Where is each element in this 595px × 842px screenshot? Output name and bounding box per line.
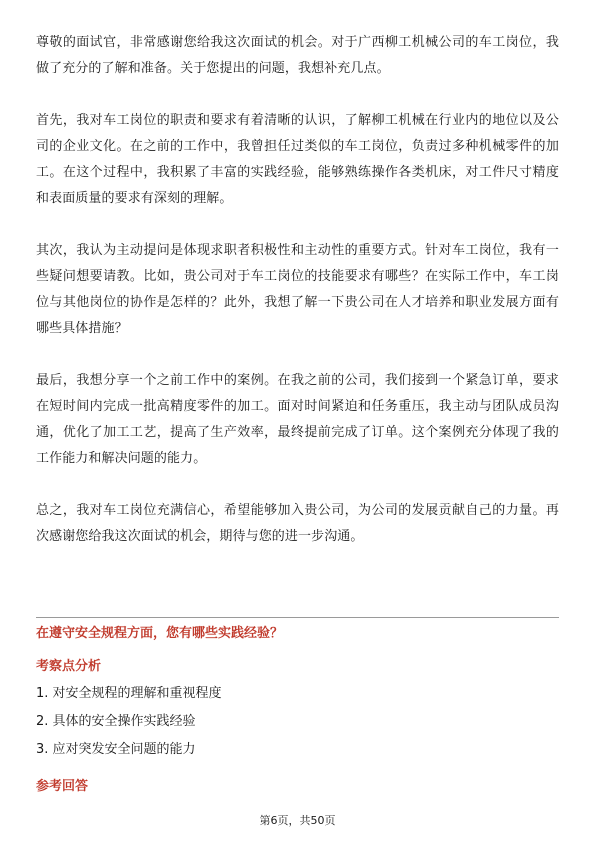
body-paragraph: 最后，我想分享一个之前工作中的案例。在我之前的公司，我们接到一个紧急订单，要求在短时间内完成一批高精度零件的加工。面对时间紧迫和任务重压，我主动与团队成员沟通，优化了加工工艺，提高了生产效率，最终提前完成了订单。这个案例充分体现了我的工作能力和解决问题的能力。 [36,373,559,466]
body-paragraph: 其次，我认为主动提问是体现求职者积极性和主动性的重要方式。针对车工岗位，我有一些疑问想要请教。比如，贵公司对于车工岗位的技能要求有哪些？在实际工作中，车工岗位与其他岗位的协作是怎样的？此外，我想了解一下贵公司在人才培养和职业发展方面有哪些具体措施？ [36,243,559,336]
list-item: 3. 应对突发安全问题的能力 [36,742,196,757]
analysis-heading: 考察点分析 [36,659,102,674]
list-item: 1. 对安全规程的理解和重视程度 [36,686,222,701]
analysis-points [36,680,222,764]
answer-body [36,30,559,550]
section-divider [36,617,559,618]
question-title: 在遵守安全规程方面，您有哪些实践经验？ [36,626,284,641]
answer-heading: 参考回答 [36,779,89,794]
body-paragraph: 总之，我对车工岗位充满信心，希望能够加入贵公司，为公司的发展贡献自己的力量。再次感谢您给我这次面试的机会，期待与您的进一步沟通。 [36,503,559,544]
list-item: 2. 具体的安全操作实践经验 [36,714,196,729]
page-number: 第6页，共50页 [259,814,336,827]
body-paragraph: 首先，我对车工岗位的职责和要求有着清晰的认识，了解柳工机械在行业内的地位以及公司的企业文化。在之前的工作中，我曾担任过类似的车工岗位，负责过多种机械零件的加工。在这个过程中，我积累了丰富的实践经验，能够熟练操作各类机床，对工件尺寸精度和表面质量的要求有深刻的理解。 [36,113,559,206]
body-paragraph: 尊敬的面试官，非常感谢您给我这次面试的机会。对于广西柳工机械公司的车工岗位，我做了充分的了解和准备。关于您提出的问题，我想补充几点。 [36,35,559,76]
